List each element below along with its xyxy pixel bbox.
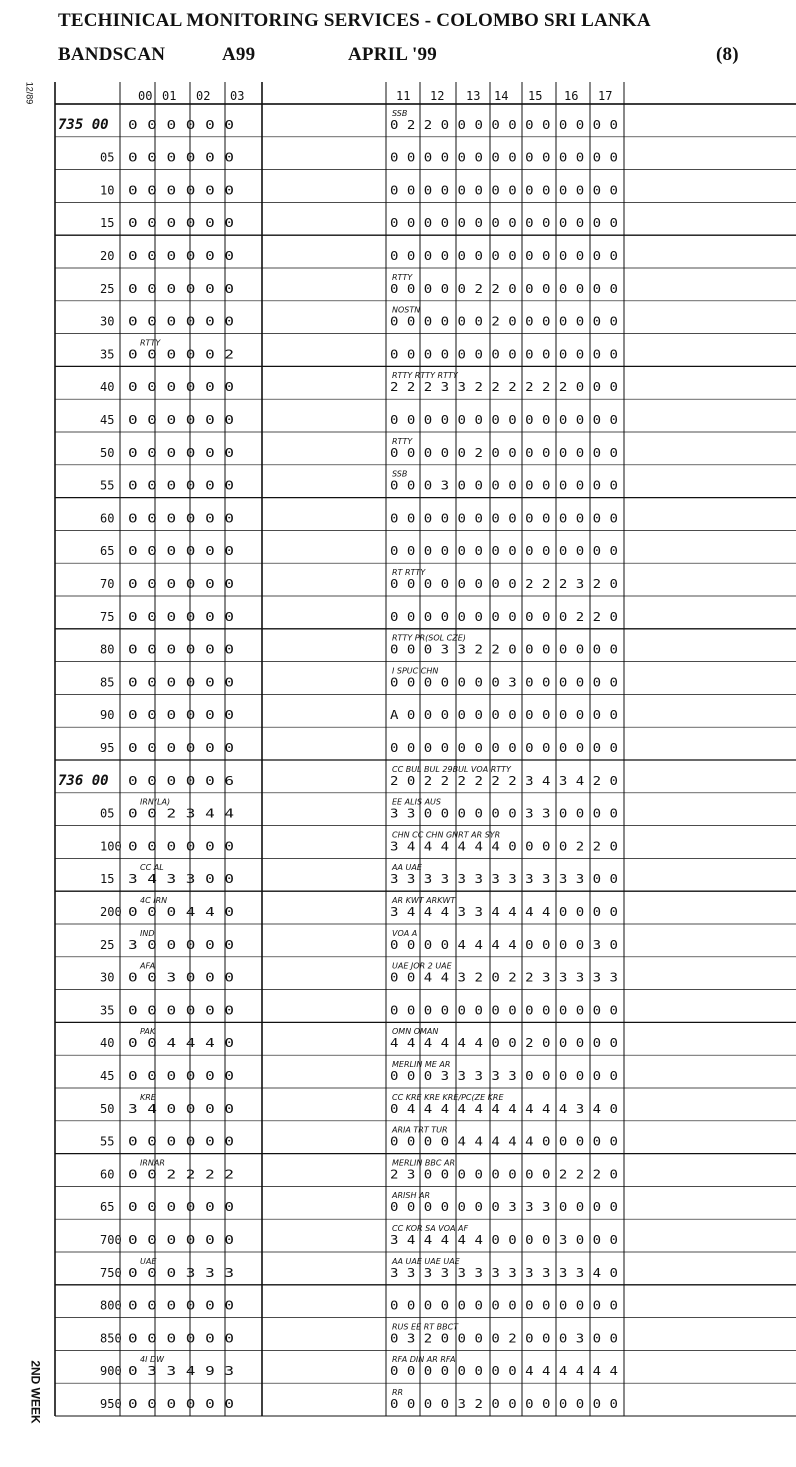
row-left-note: AFA [140,961,156,971]
row-left-readings: 0 3 3 4 9 3 [128,1364,234,1379]
row-right-readings: 0 0 0 0 0 0 0 0 0 0 0 0 0 0 [390,413,618,427]
column-header: 02 [196,89,211,103]
row-frequency: 45 [100,413,115,427]
row-left-readings: 3 0 0 0 0 0 [128,937,234,952]
row-frequency: 95 [100,741,115,755]
row-left-readings: 0 0 0 0 0 0 [128,708,234,723]
row-right-readings: 0 3 2 0 0 0 0 2 0 0 0 3 0 0 [390,1331,618,1346]
row-left-readings: 0 0 0 0 0 0 [128,281,234,296]
row-right-readings: 0 0 0 0 0 2 0 0 0 0 0 0 0 0 [390,445,618,460]
row-right-note: RFA DIN AR RFA [392,1355,456,1365]
month-label: APRIL '99 [348,44,437,65]
row-right-note: CC BUL BUL 29BUL VOA RTTY [392,764,511,774]
row-right-readings: A 0 0 0 0 0 0 0 0 0 0 0 0 0 [390,708,618,723]
row-right-readings: 0 0 0 0 3 2 0 0 0 0 0 0 0 0 [390,1397,618,1411]
column-header: 17 [598,89,613,103]
row-frequency: 70 [100,577,115,591]
row-right-readings: 0 0 0 0 4 4 4 4 4 0 0 0 0 0 [390,1134,618,1149]
row-right-note: NOSTN [392,305,421,315]
row-frequency: 800 [100,1298,122,1313]
row-left-readings: 0 0 0 0 0 0 [128,1298,234,1313]
row-right-note: AA UAE UAE UAE [392,1256,460,1266]
column-header: 16 [564,89,579,103]
row-frequency: 25 [100,937,115,952]
row-right-readings: 0 0 0 0 0 0 0 0 0 0 0 0 0 0 [390,544,618,559]
row-frequency: 736 00 [58,772,109,789]
row-left-readings: 0 0 4 4 4 0 [128,1036,234,1051]
row-right-note: CC KOR SA VOA AF [392,1224,469,1233]
row-right-readings: 0 0 0 0 0 0 0 0 0 0 0 0 0 0 [390,1298,618,1313]
row-frequency: 05 [100,150,115,165]
row-left-note: 4C IRN [140,896,168,905]
row-left-readings: 0 0 0 0 0 0 [128,1200,234,1215]
row-right-readings: 3 3 0 0 0 0 0 0 3 3 0 0 0 0 [390,806,618,821]
row-right-readings: 2 0 2 2 2 2 2 2 3 4 3 4 2 0 [390,773,618,788]
row-right-readings: 4 4 4 4 4 4 0 0 2 0 0 0 0 0 [390,1036,618,1051]
row-left-readings: 0 0 0 4 4 0 [128,905,234,919]
row-left-readings: 0 0 0 0 0 0 [128,741,234,755]
row-left-readings: 0 0 0 0 0 0 [128,642,234,657]
row-frequency: 35 [100,347,115,362]
row-right-note: ARISH AR [392,1191,431,1201]
row-frequency: 55 [100,478,115,493]
row-left-readings: 0 0 0 0 0 0 [128,1331,234,1346]
row-left-readings: 0 0 0 0 0 0 [128,1069,234,1083]
row-frequency: 40 [100,1036,115,1051]
row-right-readings: 0 0 0 0 0 0 0 0 0 0 0 2 2 0 [390,609,618,624]
row-right-readings: 3 4 4 4 4 4 0 0 0 0 3 0 0 0 [390,1233,618,1247]
row-left-readings: 0 0 0 0 0 0 [128,478,234,493]
row-frequency: 35 [100,1003,115,1018]
page-number: (8) [716,44,739,65]
row-left-readings: 0 0 0 0 0 0 [128,314,234,329]
row-frequency: 65 [100,544,115,559]
row-frequency: 735 00 [58,116,109,133]
row-right-note: RTTY RTTY RTTY [392,371,458,381]
row-left-readings: 0 0 0 0 0 2 [128,347,234,362]
row-right-readings: 0 0 0 0 0 0 0 0 0 0 0 0 0 0 [390,741,618,755]
row-right-readings: 0 0 0 3 3 2 2 0 0 0 0 0 0 0 [390,642,618,657]
column-header: 12 [430,89,445,103]
row-left-readings: 0 0 0 0 0 0 [128,577,234,591]
row-left-readings: 0 0 2 3 4 4 [128,806,234,821]
row-left-note: KRE [140,1092,156,1102]
row-right-readings: 0 0 0 0 0 0 0 0 2 2 2 3 2 0 [390,577,618,591]
row-left-readings: 3 4 3 3 0 0 [128,872,234,887]
row-frequency: 950 [100,1397,122,1411]
row-right-note: AR KWT ARKWT [392,896,456,905]
row-left-readings: 0 0 0 0 0 0 [128,249,234,263]
row-frequency: 15 [100,216,115,231]
row-right-readings: 0 0 0 3 3 3 3 3 0 0 0 0 0 0 [390,1069,618,1083]
row-left-readings: 0 0 0 0 0 0 [128,380,234,395]
row-right-readings: 0 2 2 0 0 0 0 0 0 0 0 0 0 0 [390,117,618,132]
row-left-readings: 0 0 0 3 3 3 [128,1265,234,1280]
row-right-note: CC KRE KRE KRE/PC(ZE KRE [392,1092,504,1102]
row-right-note: I SPUC CHN [392,666,439,676]
row-right-readings: 0 0 4 4 3 2 0 2 2 3 3 3 3 3 [390,970,618,985]
row-right-readings: 0 0 0 0 0 0 0 3 0 0 0 0 0 0 [390,675,618,690]
row-left-readings: 0 0 0 0 0 0 [128,609,234,624]
row-left-note: IND [140,928,155,938]
row-right-readings: 0 4 4 4 4 4 4 4 4 4 4 3 4 0 [390,1101,618,1116]
row-right-note: SSB [392,108,408,118]
column-header: 14 [494,89,509,103]
row-right-note: RR [392,1388,404,1397]
row-frequency: 65 [100,1200,115,1215]
row-right-readings: 0 0 0 0 4 4 4 4 0 0 0 0 3 0 [390,937,618,952]
row-frequency: 90 [100,708,115,723]
row-frequency: 85 [100,675,115,690]
row-right-readings: 0 0 0 0 0 0 2 0 0 0 0 0 0 0 [390,314,618,329]
row-right-note: EE ALIS AUS [392,797,441,807]
row-frequency: 45 [100,1069,115,1083]
row-frequency: 15 [100,872,115,887]
row-frequency: 900 [100,1364,122,1379]
row-frequency: 50 [100,1101,115,1116]
row-left-readings: 0 0 2 2 2 2 [128,1167,234,1182]
row-right-readings: 0 0 0 0 0 0 0 0 0 0 0 0 0 0 [390,150,618,165]
row-left-readings: 0 0 0 0 0 0 [128,511,234,526]
row-right-note: AA UAE [392,863,422,873]
row-right-note: SSB [392,469,408,479]
row-right-readings: 0 0 0 0 0 2 2 0 0 0 0 0 0 0 [390,281,618,296]
row-left-readings: 0 0 0 0 0 0 [128,150,234,165]
column-header: 00 [138,89,153,103]
row-right-note: CHN CC CHN GNRT AR SYR [392,830,501,840]
row-frequency: 80 [100,642,115,657]
row-frequency: 850 [100,1331,122,1346]
row-left-readings: 0 0 0 0 0 6 [128,773,234,788]
row-frequency: 750 [100,1265,122,1280]
row-left-note: IRN(LA) [140,797,171,807]
row-left-readings: 0 0 0 0 0 0 [128,675,234,690]
row-frequency: 30 [100,314,115,329]
row-left-readings: 0 0 0 0 0 0 [128,445,234,460]
row-right-readings: 3 3 3 3 3 3 3 3 3 3 3 3 0 0 [390,872,618,887]
row-right-readings: 0 0 0 0 0 0 0 0 0 0 0 0 0 0 [390,183,618,198]
row-frequency: 100 [100,839,122,854]
row-right-note: VOA A [392,928,418,938]
row-left-note: UAE [140,1256,157,1266]
column-header: 13 [466,89,481,103]
column-header: 15 [528,89,543,103]
week-label: 2ND WEEK [28,1360,43,1424]
row-left-note: IRNAR [140,1158,165,1168]
row-frequency: 20 [100,249,115,263]
row-frequency: 60 [100,511,115,526]
row-right-readings: 2 2 2 3 3 2 2 2 2 2 2 0 0 0 [390,380,618,395]
row-frequency: 60 [100,1167,115,1182]
row-left-note: CC AL [140,863,164,873]
row-left-readings: 0 0 0 0 0 0 [128,1233,234,1247]
row-right-note: RTTY [392,272,413,282]
row-frequency: 75 [100,609,115,624]
row-right-readings: 3 3 3 3 3 3 3 3 3 3 3 3 4 0 [390,1265,618,1280]
column-header: 03 [230,89,245,103]
row-left-readings: 3 4 0 0 0 0 [128,1101,234,1116]
row-right-note: MERLIN BBC AR [392,1158,455,1168]
row-left-note: PAK [140,1027,156,1037]
row-frequency: 200 [100,905,122,919]
row-right-note: RTTY PR(SOL CZE) [392,633,466,643]
row-right-readings: 0 0 0 0 0 0 0 0 0 0 0 0 0 0 [390,511,618,526]
row-left-readings: 0 0 0 0 0 0 [128,216,234,231]
row-left-readings: 0 0 0 0 0 0 [128,1003,234,1018]
row-frequency: 700 [100,1233,122,1247]
row-left-readings: 0 0 0 0 0 0 [128,544,234,559]
row-left-note: 4I DW [140,1355,165,1365]
row-right-readings: 0 0 0 0 0 0 0 0 4 4 4 4 4 4 [390,1364,618,1379]
row-right-readings: 0 0 0 0 0 0 0 0 0 0 0 0 0 0 [390,347,618,362]
row-left-note: RTTY [140,338,161,348]
row-frequency: 10 [100,183,115,198]
page-title: TECHINICAL MONITORING SERVICES - COLOMBO SRI LANKA [58,10,651,31]
row-right-note: UAE JOR 2 UAE [392,961,452,971]
schedule-code: A99 [222,44,256,65]
bandscan-label: BANDSCAN [58,44,166,65]
row-left-readings: 0 0 0 0 0 0 [128,183,234,198]
row-right-note: MERLIN ME AR [392,1060,451,1069]
row-right-readings: 0 0 0 0 0 0 0 0 0 0 0 0 0 0 [390,249,618,263]
row-frequency: 50 [100,445,115,460]
row-right-readings: 0 0 0 0 0 0 0 3 3 3 0 0 0 0 [390,1200,618,1215]
row-frequency: 40 [100,380,115,395]
row-left-readings: 0 0 0 0 0 0 [128,117,234,132]
row-left-readings: 0 0 0 0 0 0 [128,413,234,427]
row-right-readings: 0 0 0 0 0 0 0 0 0 0 0 0 0 0 [390,1003,618,1018]
row-right-note: RTTY [392,436,413,446]
row-left-readings: 0 0 0 0 0 0 [128,839,234,854]
row-right-readings: 0 0 0 0 0 0 0 0 0 0 0 0 0 0 [390,216,618,231]
row-frequency: 55 [100,1134,115,1149]
row-left-readings: 0 0 0 0 0 0 [128,1397,234,1411]
row-frequency: 25 [100,281,115,296]
row-right-readings: 2 3 0 0 0 0 0 0 0 0 2 2 2 0 [390,1167,618,1182]
row-right-readings: 3 4 4 4 4 4 4 0 0 0 0 2 2 0 [390,839,618,854]
row-frequency: 05 [100,806,115,821]
row-left-readings: 0 0 0 0 0 0 [128,1134,234,1149]
row-left-readings: 0 0 3 0 0 0 [128,970,234,985]
row-right-note: ARIA TRT TUR [392,1125,448,1135]
form-code: 12/89 [24,81,35,105]
row-right-note: RUS EE RT BBCT [392,1322,459,1332]
row-right-readings: 3 4 4 4 3 3 4 4 4 4 0 0 0 0 [390,905,618,919]
row-right-note: OMN OMAN [392,1027,439,1037]
column-header: 11 [396,89,411,103]
row-frequency: 30 [100,970,115,985]
column-header: 01 [162,89,177,103]
row-right-readings: 0 0 0 3 0 0 0 0 0 0 0 0 0 0 [390,478,618,493]
row-right-note: RT RTTY [392,568,426,577]
